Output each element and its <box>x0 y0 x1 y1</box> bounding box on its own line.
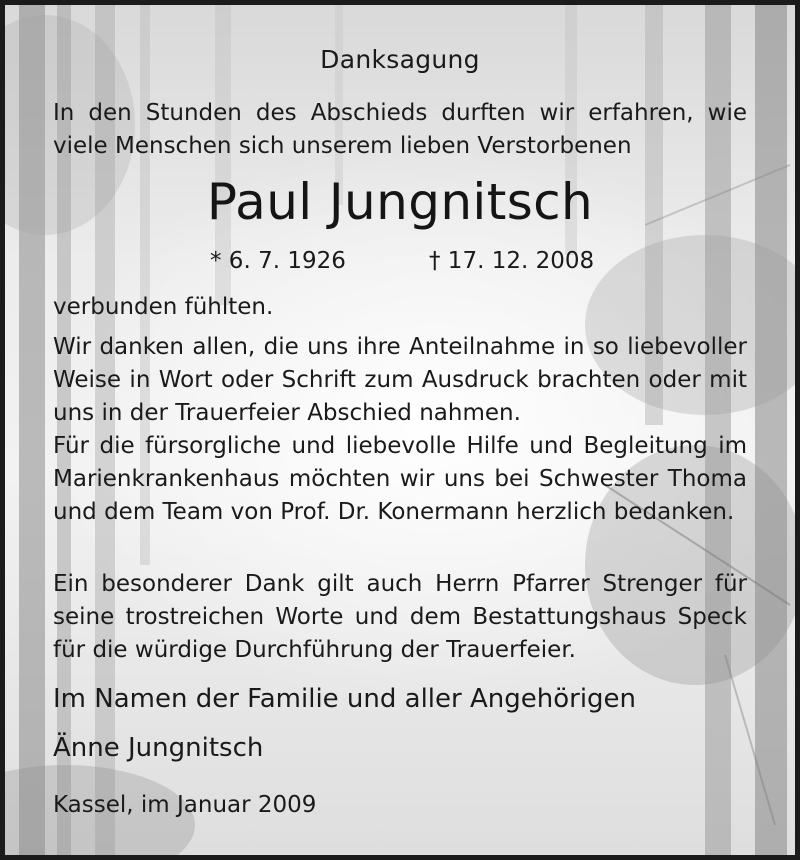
deceased-name: Paul Jungnitsch <box>206 173 594 231</box>
signatory: Änne Jungnitsch <box>53 733 264 763</box>
family-line: Im Namen der Familie und aller Angehörigen <box>53 684 637 714</box>
place-date: Kassel, im Januar 2009 <box>53 792 317 818</box>
intro-paragraph: In den Stunden des Abschieds durften wir erfahren, wie viele Menschen sich unserem lieben Verstorbenen <box>53 100 747 159</box>
hospital-paragraph: Für die fürsorgliche und liebevolle Hilfe und Begleitung im Marienkrankenhaus möchten wir uns bei Schwester Thoma und dem Team von Prof. Dr. Konermann herzlich bedanken. <box>53 433 747 525</box>
notice-heading: Danksagung <box>320 45 480 74</box>
birth-date: * 6. 7. 1926 <box>210 248 346 274</box>
death-date: † 17. 12. 2008 <box>429 248 595 274</box>
intro-end: verbunden fühlten. <box>53 294 274 320</box>
thanks-paragraph: Wir danken allen, die uns ihre Anteilnahme in so liebevoller Weise in Wort oder Schrift zum Ausdruck brachten oder mit uns in der Trauerfeier Abschied nahmen. <box>53 334 747 426</box>
priest-paragraph: Ein besonderer Dank gilt auch Herrn Pfarrer Strenger für seine trostreichen Worte und dem Bestattungshaus Speck für die würdige Durchführung der Trauerfeier. <box>53 571 747 663</box>
